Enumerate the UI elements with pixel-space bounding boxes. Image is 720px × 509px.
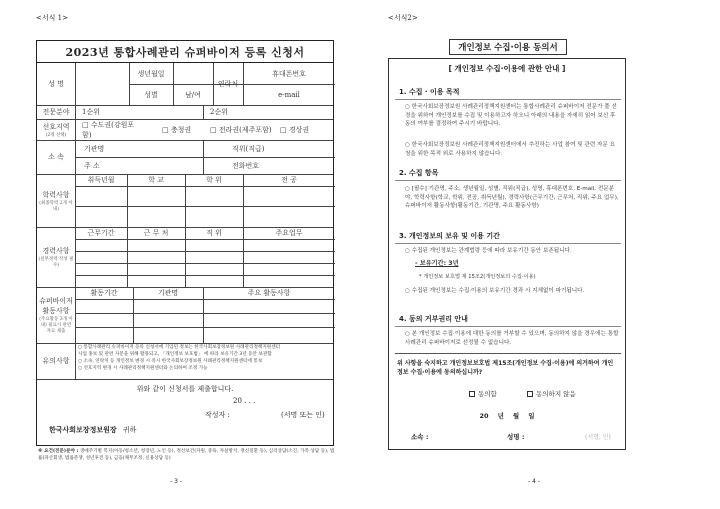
label-notice: 유의사항 bbox=[42, 357, 70, 365]
registration-form bbox=[36, 40, 334, 446]
region-option[interactable]: □ 전라권(제주포함) bbox=[210, 125, 272, 134]
form-title: 2023년 통합사례관리 슈퍼바이저 등록 신청서 bbox=[37, 41, 333, 63]
label-career: 경력사항 (실무경력 작성 필수) bbox=[38, 247, 74, 268]
attach-note: ※ 요건(전문)분야 : 생애주기별 복지(아동/청소년, 청장년, 노인 등), 정신보건(자원, 중독, 자살방지, 정신질환 등), 심리상담(소진, 가족 상담 등), 법률(파산회생, 법률분쟁, 성년후견 등), 금융(채무조정, 신용상담 등) bbox=[38, 449, 335, 461]
applicant-label: 작성자 : bbox=[205, 411, 230, 419]
page-number-left: - 3 - bbox=[170, 478, 182, 485]
label-region: 선호지역 (2개 선택) bbox=[42, 122, 70, 138]
page-number-right: - 4 - bbox=[528, 478, 540, 485]
section-heading: 1. 수집 · 이용 목적 bbox=[399, 88, 460, 96]
label-name: 성 명 bbox=[48, 80, 64, 88]
consent-form bbox=[388, 43, 626, 450]
section-heading: 3. 개인정보의 보유 및 이용 기간 bbox=[399, 232, 500, 240]
label-tel: 전화번호 bbox=[232, 161, 260, 170]
region-option[interactable]: □ 수도권(강원포함) bbox=[82, 120, 135, 139]
career-col: 근 무 처 bbox=[143, 229, 169, 237]
label-org-name: 기관명 bbox=[84, 144, 105, 153]
consent-question: 위 사항을 숙지하고 개인정보보호법 제15조(개인정보 수집·이용)에 의거하여 개인 정보 수집·이용에 동의하십니까? bbox=[397, 360, 614, 376]
section-para: ○ 본 개인정보 수집·이용에 대한 동의를 거부할 수 있으며, 동의하지 않을 경우에는 통합사례관리 슈퍼바이저로 선정될 수 없습니다. bbox=[405, 331, 619, 346]
label-phone: 휴대폰번호 bbox=[272, 69, 306, 78]
label-sv-history: 슈퍼바이저 활동사항 (주요활동 3개 이내) 필요시 관련 자료 제출 bbox=[39, 297, 73, 334]
section-para: ○ 한국사회보장정보원 사례관리정책지원센터에서 추진하는 사업 참여 및 관련 자문 요청을 위한 목적 외로 사용하지 않습니다. bbox=[405, 142, 616, 157]
rank-1: 1순위 bbox=[82, 108, 100, 116]
section-para: ○ 수집된 개인정보는 관계법령 등에 따라 보유기간 동안 보존됩니다. bbox=[405, 248, 572, 254]
sv-col: 기관명 bbox=[157, 289, 179, 297]
label-specialty: 전문분야 bbox=[42, 108, 70, 116]
edu-col: 전 공 bbox=[281, 176, 297, 184]
label-affiliation: 소 속 bbox=[48, 153, 64, 161]
date-line: 20 . . . bbox=[233, 397, 256, 405]
sv-col: 주요 활동사항 bbox=[247, 289, 291, 297]
disagree-checkbox[interactable] bbox=[527, 391, 533, 397]
label-position: 직위(직급) bbox=[232, 144, 265, 153]
retention-period: - 보유기간: 3년 bbox=[415, 260, 459, 267]
sign-placeholder: (서명, 인) bbox=[585, 434, 611, 441]
region-option[interactable]: □ 충청권 bbox=[162, 125, 192, 134]
addressee: 한국사회보장정보원장 귀하 bbox=[49, 426, 137, 434]
region-option[interactable]: □ 경상권 bbox=[280, 125, 310, 134]
form-label-1: <서식 1> bbox=[36, 14, 68, 22]
career-col: 근무기간 bbox=[87, 229, 115, 237]
affiliation-label: 소속 : bbox=[411, 433, 429, 441]
apply-text: 위와 같이 신청서를 제출합니다. bbox=[136, 385, 234, 393]
label-education: 학력사항 (최종학력 2개 이내) bbox=[39, 190, 73, 212]
section-heading: 4. 동의 거부권리 안내 bbox=[399, 315, 468, 323]
consent-title: 개인정보 수집·이용 동의서 bbox=[449, 39, 567, 55]
sv-col: 활동기간 bbox=[90, 289, 118, 297]
name-label: 성명 : bbox=[507, 433, 525, 441]
label-address: 주 소 bbox=[84, 161, 100, 170]
section-para: * 개인정보 보호법 제 15조2(개인정보의 수집·이용) bbox=[419, 274, 536, 280]
section-para: ○ 한국사회보장정보원 사례관리정책지원센터는 통합사례관리 슈퍼바이저 전문가 풀 선정을 위하여 개인정보를 수집 및 이용하고자 하오니 아래의 내용을 자세히 읽어 보신 후 동의 여부를 결정하여 주시기 바랍니다. bbox=[405, 104, 617, 128]
section-para: ○ 수집된 개인정보는 수집·이용의 보유기간 경과 시 지체없이 파기됩니다. bbox=[405, 288, 585, 294]
career-col: 직 위 bbox=[206, 229, 222, 237]
career-col: 주요업무 bbox=[275, 229, 303, 237]
form-label-2: <서식2> bbox=[388, 14, 418, 22]
gender-value: 남/여 bbox=[185, 90, 201, 99]
label-contact: 연락처 bbox=[217, 80, 239, 88]
edu-col: 학 위 bbox=[206, 176, 222, 184]
edu-col: 학 교 bbox=[148, 176, 164, 184]
section-para: ○ [필수] 기관명, 주소, 생년월일, 성별, 직위(직급), 성명, 휴대폰번호, E-mail, 전문분야, 학력사항(학교, 학위, 전공, 취득년월), 경력사항(근무기간, 근무처, 직위, 주요 업무), 슈퍼바이저 활동사항(활동기간, 기관명, 주요 활동사항) bbox=[405, 186, 619, 210]
consent-subtitle: [ 개인정보 수집·이용에 관한 안내 ] bbox=[448, 64, 566, 73]
rank-2: 2순위 bbox=[210, 108, 228, 116]
label-birth: 생년월일 bbox=[137, 69, 165, 78]
sign-label: (서명 또는 인) bbox=[281, 411, 325, 419]
section-heading: 2. 수집 항목 bbox=[399, 169, 439, 177]
disagree-option[interactable]: 동의하지 않음 bbox=[527, 389, 576, 398]
agree-checkbox[interactable] bbox=[469, 391, 475, 397]
consent-date: 20 년 월 일 bbox=[479, 412, 535, 420]
label-gender: 성별 bbox=[144, 90, 158, 99]
agree-option[interactable]: 동의함 bbox=[469, 389, 497, 398]
label-email: e-mail bbox=[278, 90, 300, 99]
notice-items: ○ 통합사례관리 슈퍼바이저 등록 신청서에 기입된 정보는 한국사회보장정보원 사례관리정책지원센터 사업 홍보 및 관련 자문을 위해 활용되고, 「개인정보 보호법」 에 따라 보유기간 3년 동안 보관함 ○ 소속, 연락처 등 개인정보 변경 시 즉시 한국사회보장정보원 사례관리정책지원센터에 통보 ○ 선호지역 변경 시 사례관리정책지원센터와 논의하여 조정 가능 bbox=[78, 345, 281, 371]
edu-col: 취득년월 bbox=[87, 176, 115, 184]
